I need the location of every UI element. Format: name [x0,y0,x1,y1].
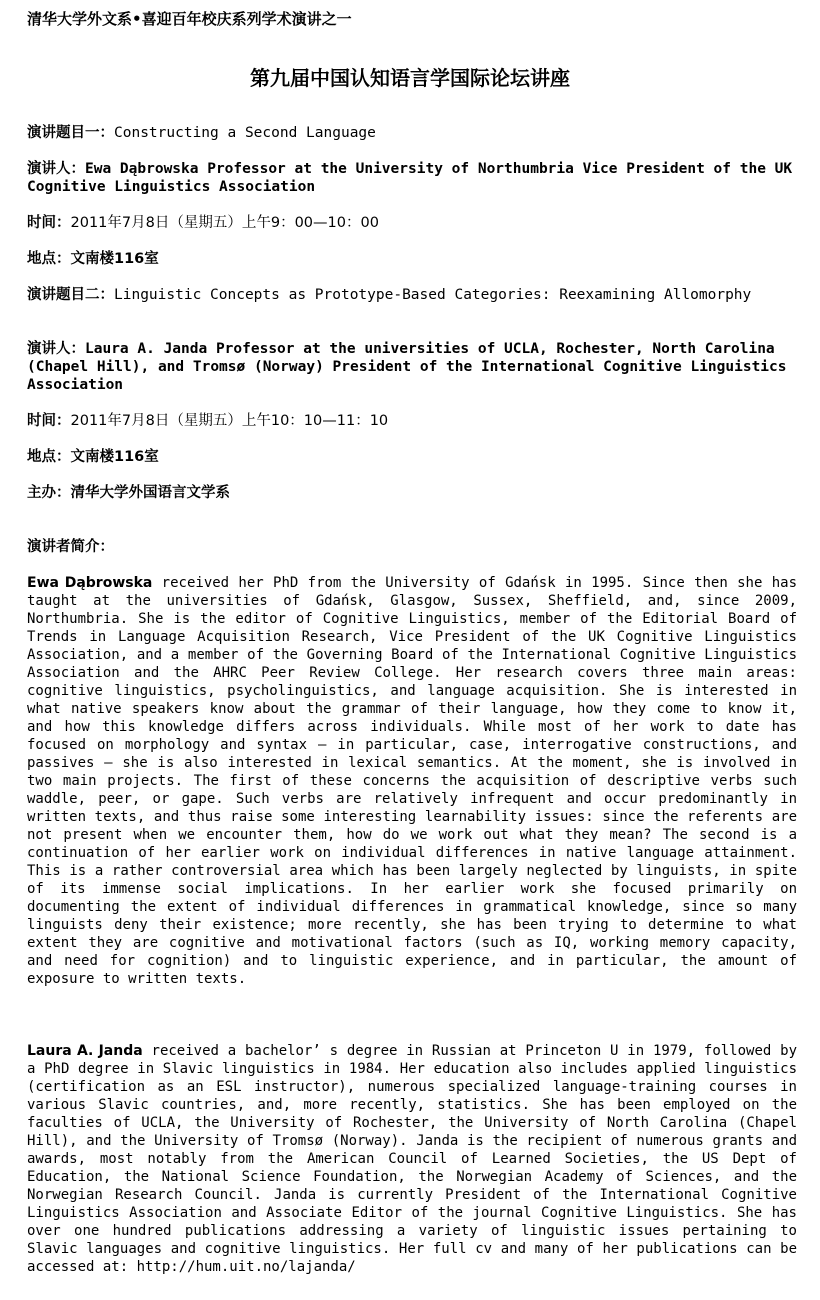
bio-dabrowska-name: Ewa Dąbrowska [27,575,153,591]
lecture1-topic [27,124,797,142]
lecture1-time [27,214,797,232]
bio-janda-text: received a bachelor’ s degree in Russian at Princeton U in 1979, followed by a PhD degree in Slavic linguistics in 1984. Her education also includes applied linguistics (certification as an ESL instructor), numerous specialized language-training courses in various Slavic countries, and, more recently, statistics. She has been employed on the faculties of UCLA, the University of Rochester, the University of North Carolina (Chapel Hill), and the University of Tromsø (Norway). Janda is the recipient of numerous grants and awards, most notably from the American Council of Learned Societies, the US Dept of Education, the National Science Foundation, the Norwegian Academy of Sciences, and the Norwegian Research Council. Janda is currently President of the International Cognitive Linguistics Association and Associate Editor of the journal Cognitive Linguistics. She has over one hundred publications addressing a variety of linguistic issues pertaining to Slavic languages and cognitive linguistics. Her full cv and many of her publications can be accessed at: http://hum.uit.no/lajanda/ [27,1043,797,1275]
lecture1-place [27,250,797,268]
header-note: 清华大学外文系•喜迎百年校庆系列学术演讲之一 [27,10,352,28]
bio-heading-label: 演讲者简介： [27,539,114,555]
lecture2-place-value: 文南楼116室 [70,449,159,465]
page-title: 第九届中国认知语言学国际论坛讲座 [250,66,570,90]
lecture1-speaker-value: Ewa Dąbrowska Professor at the University of Northumbria Vice President of the UK Cognitive Linguistics Association [27,161,793,195]
lecture2-speaker [27,340,797,394]
bio-heading [27,538,797,556]
bio-dabrowska [27,574,797,988]
organizer [27,484,797,502]
lecture1-speaker-label: 演讲人： [27,161,85,177]
lecture1-place-label: 地点： [27,251,71,267]
bio-janda [27,1042,797,1276]
lecture2-place [27,448,797,466]
lecture2-speaker-label: 演讲人： [27,341,85,357]
organizer-label: 主办： [27,485,71,501]
lecture1-topic-value: Constructing a Second Language [114,125,376,141]
lecture2-time [27,412,797,430]
lecture2-speaker-value: Laura A. Janda Professor at the universities of UCLA, Rochester, North Carolina (Chapel Hill), and Tromsø (Norway) President of the International Cognitive Linguistics Association [27,341,787,393]
lecture2-topic [27,286,797,304]
lecture2-time-value: 2011年7月8日（星期五）上午10：10—11：10 [70,413,389,429]
lecture1-place-value: 文南楼116室 [70,251,159,267]
lecture1-speaker [27,160,797,196]
bio-janda-name: Laura A. Janda [27,1043,143,1059]
lecture2-place-label: 地点： [27,449,71,465]
lecture1-time-value: 2011年7月8日（星期五）上午9：00—10：00 [70,215,379,231]
lecture2-topic-value: Linguistic Concepts as Prototype-Based Categories: Reexamining Allomorphy [114,287,752,303]
organizer-value: 清华大学外国语言文学系 [70,485,230,501]
bio-dabrowska-text: received her PhD from the University of Gdańsk in 1995. Since then she has taught at the universities of Gdańsk, Glasgow, Sussex, Sheffield, and, since 2009, Northumbria. She is the editor of Cognitive Linguistics, member of the Editorial Board of Trends in Language Acquisition Research, Vice President of the UK Cognitive Linguistics Association, and a member of the Governing Board of the International Cognitive Linguistics Association and the AHRC Peer Review College. Her research covers three main areas: cognitive linguistics, psycholinguistics, and language acquisition. She is interested in what native speakers know about the grammar of their language, how they come to know it, and how this knowledge differs across individuals. While most of her work to date has focused on morphology and syntax – in particular, case, interrogative constructions, and passives – she is also interested in lexical semantics. At the moment, she is involved in two main projects. The first of these concerns the acquisition of descriptive verbs such waddle, peer, or gape. Such verbs are relatively infrequent and occur predominantly in written texts, and thus raise some interesting learnability issues: since the referents are not present when we encounter them, how do we work out what they mean? The second is a continuation of her earlier work on individual differences in native language attainment. This is a rather controversial area which has been largely neglected by linguists, in spite of its immense social implications. In her earlier work she focused primarily on documenting the extent of individual differences in grammatical knowledge, since so many linguists deny their existence; more recently, she has been trying to determine to what extent they are cognitive and motivational factors (such as IQ, working memory capacity, and need for cognition) and to linguistic experience, and in particular, the amount of exposure to written texts. [27,575,797,987]
lecture2-topic-label: 演讲题目二： [27,287,114,303]
lecture1-time-label: 时间： [27,215,71,231]
lecture1-topic-label: 演讲题目一： [27,125,114,141]
lecture2-time-label: 时间： [27,413,71,429]
